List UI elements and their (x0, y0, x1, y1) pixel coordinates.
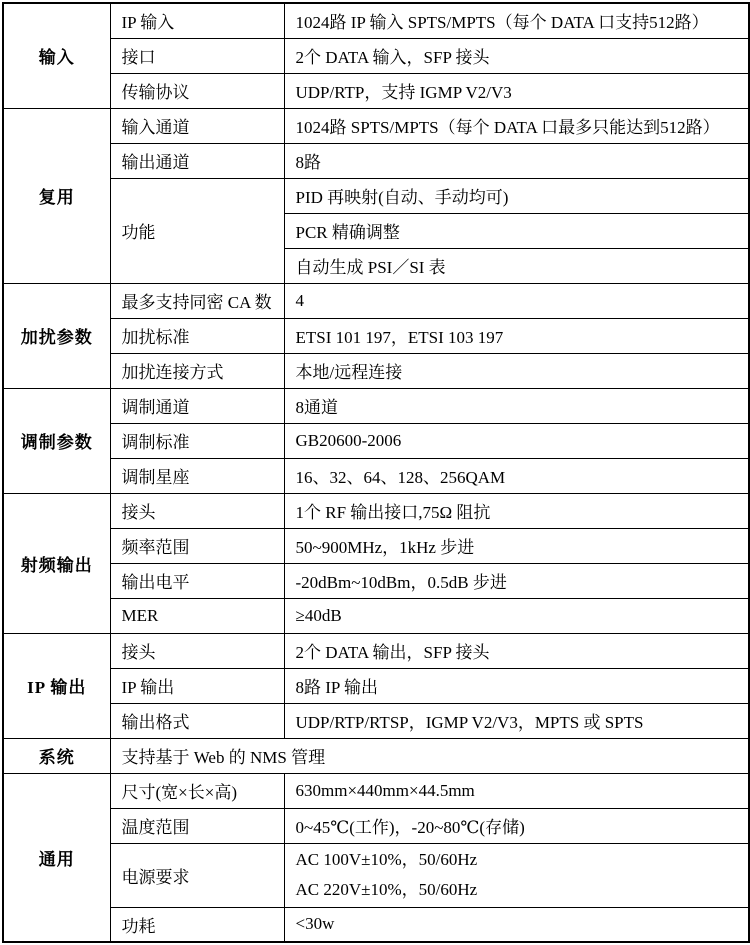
spec-label-cell: 输出通道 (110, 143, 284, 178)
spec-label-cell: IP 输出 (110, 668, 284, 703)
spec-label-cell: 接头 (110, 633, 284, 668)
spec-label-cell: 最多支持同密 CA 数 (110, 283, 284, 318)
spec-label-cell: 接口 (110, 38, 284, 73)
spec-value-cell: 1024路 IP 输入 SPTS/MPTS（每个 DATA 口支持512路） (284, 3, 749, 38)
spec-value-cell: 630mm×440mm×44.5mm (284, 773, 749, 808)
table-row (3, 703, 749, 738)
power-requirement-line-1: AC 100V±10%，50/60Hz (295, 850, 478, 869)
spec-value-cell: PID 再映射(自动、手动均可) (284, 178, 749, 213)
category-cell-input: 输入 (3, 3, 110, 108)
spec-value-cell: 0~45℃(工作)，-20~80℃(存储) (284, 808, 749, 843)
table-row (3, 318, 749, 353)
spec-value-cell: <30w (284, 907, 749, 942)
spec-value-cell: 2个 DATA 输入，SFP 接头 (284, 38, 749, 73)
spec-label-cell: 温度范围 (110, 808, 284, 843)
spec-label-cell-function: 功能 (110, 178, 284, 283)
spec-value-cell-system: 支持基于 Web 的 NMS 管理 (110, 738, 749, 773)
spec-value-cell: -20dBm~10dBm，0.5dB 步进 (284, 563, 749, 598)
table-row (3, 143, 749, 178)
table-row (3, 178, 749, 213)
spec-label-cell: 输出电平 (110, 563, 284, 598)
table-row (3, 458, 749, 493)
spec-label-cell: 加扰连接方式 (110, 353, 284, 388)
spec-label-cell: 输入通道 (110, 108, 284, 143)
table-row (3, 808, 749, 843)
category-cell-rf-output: 射频输出 (3, 493, 110, 633)
category-cell-multiplex: 复用 (3, 108, 110, 283)
spec-label-cell: 调制标准 (110, 423, 284, 458)
table-row (3, 528, 749, 563)
power-requirement-line-2: AC 220V±10%，50/60Hz (295, 880, 478, 899)
spec-value-cell: UDP/RTP/RTSP，IGMP V2/V3，MPTS 或 SPTS (284, 703, 749, 738)
spec-value-cell: 16、32、64、128、256QAM (284, 458, 749, 493)
category-cell-ip-output: IP 输出 (3, 633, 110, 738)
table-row (3, 73, 749, 108)
table-row (3, 633, 749, 668)
spec-label-cell: 功耗 (110, 907, 284, 942)
spec-value-cell: UDP/RTP，支持 IGMP V2/V3 (284, 73, 749, 108)
category-cell-general: 通用 (3, 773, 110, 942)
category-cell-modulation: 调制参数 (3, 388, 110, 493)
table-row (3, 353, 749, 388)
table-row (3, 38, 749, 73)
spec-label-cell: 输出格式 (110, 703, 284, 738)
spec-label-cell: 接头 (110, 493, 284, 528)
spec-value-cell: PCR 精确调整 (284, 213, 749, 248)
spec-label-cell: 调制星座 (110, 458, 284, 493)
table-row (3, 773, 749, 808)
spec-value-cell: 1024路 SPTS/MPTS（每个 DATA 口最多只能达到512路） (284, 108, 749, 143)
spec-value-cell: ≥40dB (284, 598, 749, 633)
spec-value-cell: 8通道 (284, 388, 749, 423)
spec-value-cell: 8路 (284, 143, 749, 178)
spec-value-cell: 50~900MHz，1kHz 步进 (284, 528, 749, 563)
spec-label-cell: 调制通道 (110, 388, 284, 423)
table-row (3, 3, 749, 38)
table-row (3, 738, 749, 773)
spec-value-cell: 自动生成 PSI／SI 表 (284, 248, 749, 283)
spec-label-cell: 尺寸(宽×长×高) (110, 773, 284, 808)
spec-value-cell: 4 (284, 283, 749, 318)
spec-label-cell: 频率范围 (110, 528, 284, 563)
table-row (3, 563, 749, 598)
table-row (3, 598, 749, 633)
spec-value-cell: GB20600-2006 (284, 423, 749, 458)
table-row (3, 843, 749, 907)
table-row (3, 283, 749, 318)
table-row (3, 668, 749, 703)
category-cell-scrambling: 加扰参数 (3, 283, 110, 388)
table-row (3, 907, 749, 942)
spec-label-cell: 电源要求 (110, 843, 284, 907)
spec-value-cell: 1个 RF 输出接口,75Ω 阻抗 (284, 493, 749, 528)
spec-label-cell: IP 输入 (110, 3, 284, 38)
spec-value-cell: ETSI 101 197，ETSI 103 197 (284, 318, 749, 353)
spec-label-cell: 加扰标准 (110, 318, 284, 353)
table-row (3, 423, 749, 458)
table-row (3, 493, 749, 528)
category-cell-system: 系统 (3, 738, 110, 773)
spec-value-cell: 8路 IP 输出 (284, 668, 749, 703)
table-row (3, 108, 749, 143)
spec-table (2, 2, 750, 943)
spec-label-cell: MER (110, 598, 284, 633)
spec-value-cell: 2个 DATA 输出，SFP 接头 (284, 633, 749, 668)
table-row (3, 388, 749, 423)
spec-value-cell-power (284, 843, 749, 907)
spec-value-cell: 本地/远程连接 (284, 353, 749, 388)
spec-label-cell: 传输协议 (110, 73, 284, 108)
